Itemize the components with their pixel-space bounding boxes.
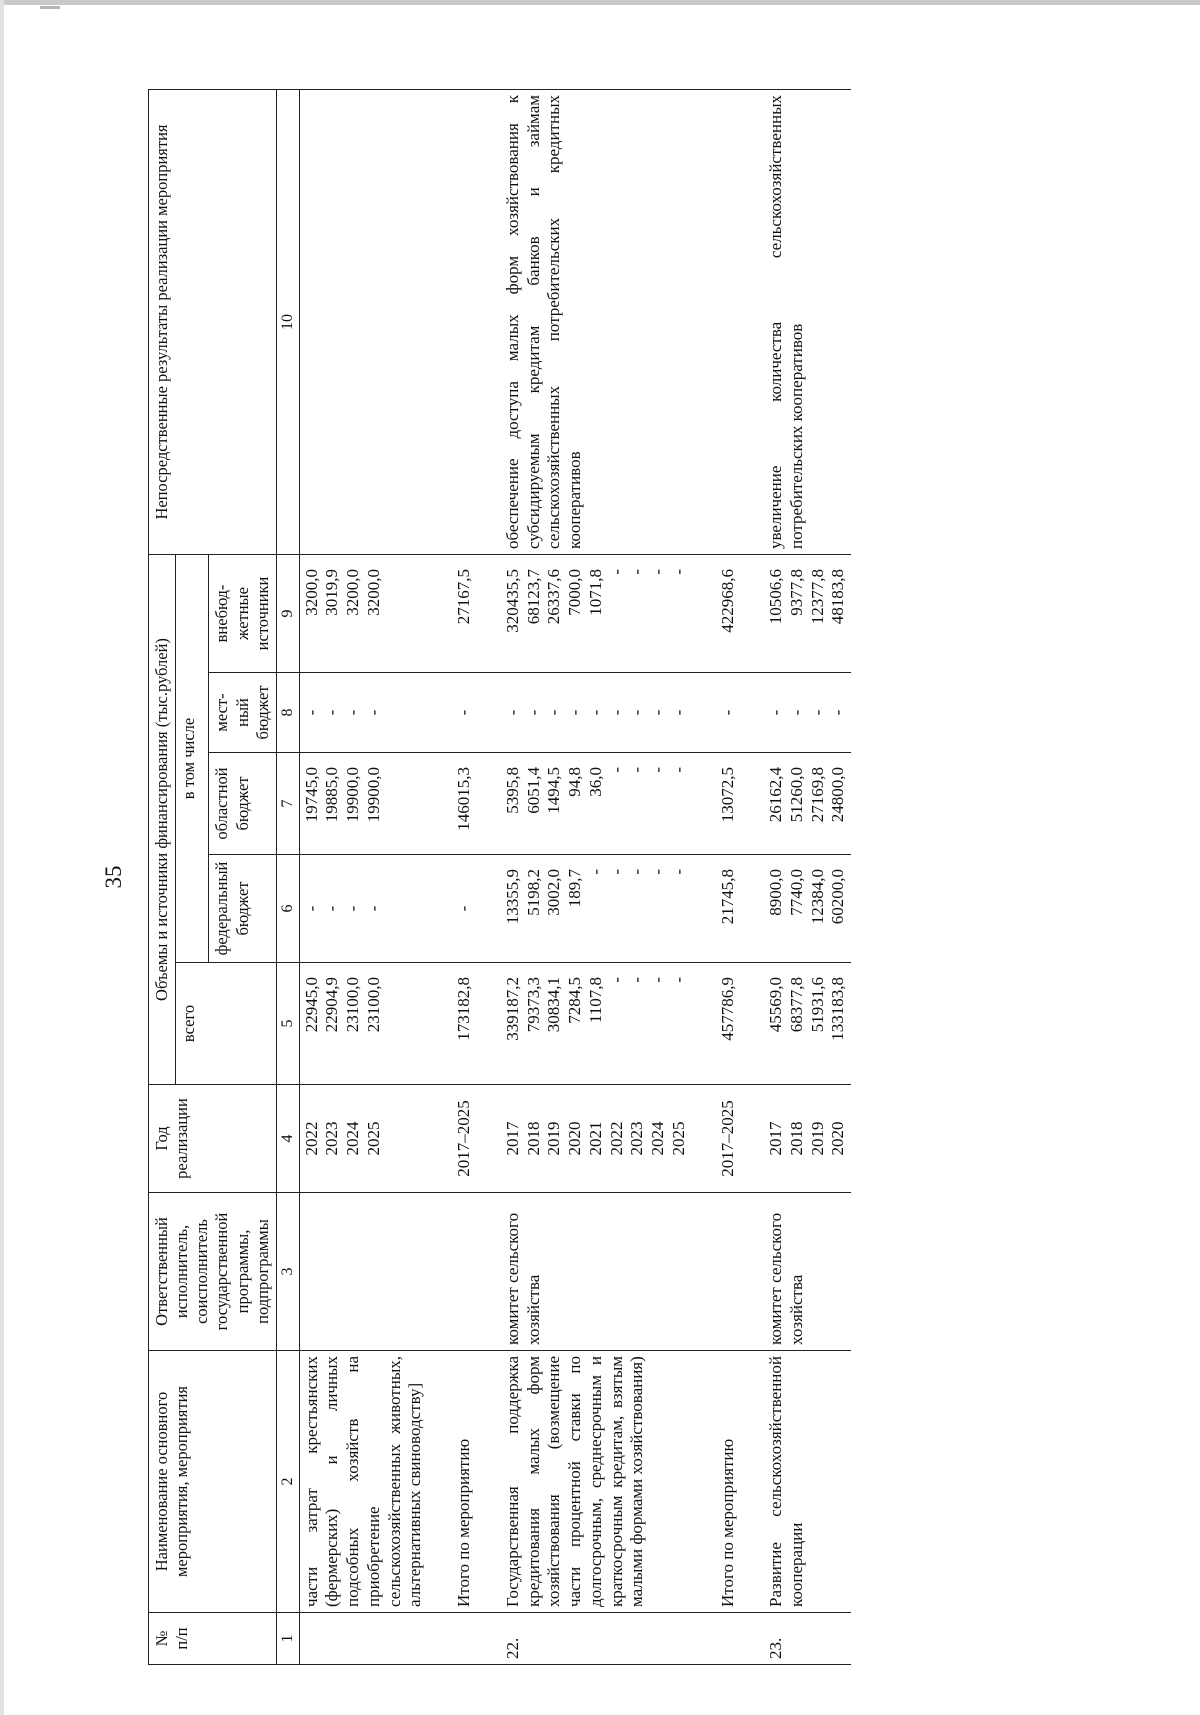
amount-regional: 5395,8 6051,4 1494,5 94,8 36,0 - - - - — [501, 753, 692, 855]
amount-total: 173182,8 — [450, 963, 479, 1085]
amount-local: - - - - — [299, 673, 428, 753]
amount-regional: 146015,3 — [450, 753, 479, 855]
table-row — [299, 90, 428, 1665]
column-number: 6 — [276, 855, 299, 963]
row-number: 23. — [764, 1613, 851, 1665]
table-row — [501, 90, 692, 1665]
rotated-table-container — [148, 90, 1153, 1665]
amount-extrabudget: 27167,5 — [450, 555, 479, 673]
col-executor-header: Ответственный исполнитель, соисполнитель государственной программы, подпрограммы — [149, 1193, 277, 1351]
measure-name: части затрат крестьянских (фермерских) и личных подсобных хозяйств на приобретение сельскохозяйственных животных, альтернативных свиноводству] — [299, 1351, 428, 1613]
amount-total: 457786,9 — [714, 963, 743, 1085]
amount-regional: 19745,0 19885,0 19900,0 19900,0 — [299, 753, 428, 855]
col-total-header: всего — [176, 963, 277, 1085]
total-label: Итого по мероприятию — [714, 1351, 743, 1613]
results: обеспечение доступа малых форм хозяйствования к субсидируемым кредитам банков и займам сельскохозяйственных потребительских кредитных кооперативов — [501, 90, 692, 555]
row-number: 22. — [501, 1613, 692, 1665]
measure-name: Государственная поддержка кредитования малых форм хозяйствования (возмещение части процентной ставки по долгосрочным, среднесрочным и краткосрочным кредитам, взятым малыми формами хозяйствования) — [501, 1351, 692, 1613]
amount-extrabudget: 422968,6 — [714, 555, 743, 673]
header-row-1 — [149, 90, 176, 1665]
col-name-header: Наименование основного мероприятия, мероприятия — [149, 1351, 277, 1613]
total-label: Итого по мероприятию — [450, 1351, 479, 1613]
col-year-header: Год реализации — [149, 1085, 277, 1193]
amount-extrabudget: 320435,5 68123,7 26337,6 7000,0 1071,8 - - - - — [501, 555, 692, 673]
amount-extrabudget: 3200,0 3019,9 3200,0 3200,0 — [299, 555, 428, 673]
amount-local: - - - - — [764, 673, 851, 753]
spacer-row — [428, 90, 450, 1665]
table-row — [764, 90, 851, 1665]
measure-name: Развитие сельскохозяйственной кооперации — [764, 1351, 851, 1613]
col-regional-header: областной бюджет — [209, 753, 276, 855]
amount-federal: - - - - — [299, 855, 428, 963]
results: увеличение количества сельскохозяйственных потребительских кооперативов — [764, 90, 851, 555]
funding-group-header: Объемы и источники финансирования (тыс.рублей) — [149, 555, 176, 1085]
executor: комитет сельского хозяйства — [764, 1193, 851, 1351]
column-numbers-row — [276, 90, 299, 1665]
scan-left-edge — [0, 0, 4, 1715]
column-number: 5 — [276, 963, 299, 1085]
amount-extrabudget: 10506,6 9377,8 12377,8 48183,8 — [764, 555, 851, 673]
amount-federal: 13355,9 5198,2 3002,0 189,7 - - - - - — [501, 855, 692, 963]
spacer-row — [479, 90, 501, 1665]
scan-mark — [40, 6, 60, 9]
column-number: 8 — [276, 673, 299, 753]
column-number: 3 — [276, 1193, 299, 1351]
results — [299, 90, 428, 555]
col-extrabudget-header: внебюд- жетные источники — [209, 555, 276, 673]
total-row — [714, 90, 743, 1665]
col-federal-header: федеральный бюджет — [209, 855, 276, 963]
row-number — [299, 1613, 428, 1665]
amount-federal: 8900,0 7740,0 12384,0 60200,0 — [764, 855, 851, 963]
total-row — [450, 90, 479, 1665]
amount-local: - - - - - - - - - — [501, 673, 692, 753]
page-number: 35 — [101, 865, 126, 889]
amount-regional: 26162,4 51260,0 27169,8 24800,0 — [764, 753, 851, 855]
amount-regional: 13072,5 — [714, 753, 743, 855]
column-number: 4 — [276, 1085, 299, 1193]
col-results-header: Непосредственные результаты реализации мероприятия — [149, 90, 277, 555]
amount-federal: - — [450, 855, 479, 963]
program-table — [148, 89, 851, 1665]
amount-total: 22945,0 22904,9 23100,0 23100,0 — [299, 963, 428, 1085]
column-number: 2 — [276, 1351, 299, 1613]
column-number: 7 — [276, 753, 299, 855]
column-number: 9 — [276, 555, 299, 673]
amount-local: - — [714, 673, 743, 753]
executor: комитет сельского хозяйства — [501, 1193, 692, 1351]
executor — [299, 1193, 428, 1351]
column-number: 1 — [276, 1613, 299, 1665]
amount-federal: 21745,8 — [714, 855, 743, 963]
years: 2017–2025 — [450, 1085, 479, 1193]
scan-top-edge — [0, 0, 1200, 5]
col-number-header: № п/п — [149, 1613, 277, 1665]
amount-local: - — [450, 673, 479, 753]
column-number: 10 — [276, 90, 299, 555]
col-local-header: мест- ный бюджет — [209, 673, 276, 753]
years: 2022 2023 2024 2025 — [299, 1085, 428, 1193]
amount-total: 45569,0 68377,8 51931,6 133183,8 — [764, 963, 851, 1085]
spacer-row — [692, 90, 714, 1665]
years: 2017 2018 2019 2020 — [764, 1085, 851, 1193]
years: 2017 2018 2019 2020 2021 2022 2023 2024 2025 — [501, 1085, 692, 1193]
spacer-row — [742, 90, 764, 1665]
amount-total: 339187,2 79373,3 30834,1 7284,5 1107,8 - - - - — [501, 963, 692, 1085]
years: 2017–2025 — [714, 1085, 743, 1193]
in-that-number-header: в том числе — [176, 555, 209, 963]
